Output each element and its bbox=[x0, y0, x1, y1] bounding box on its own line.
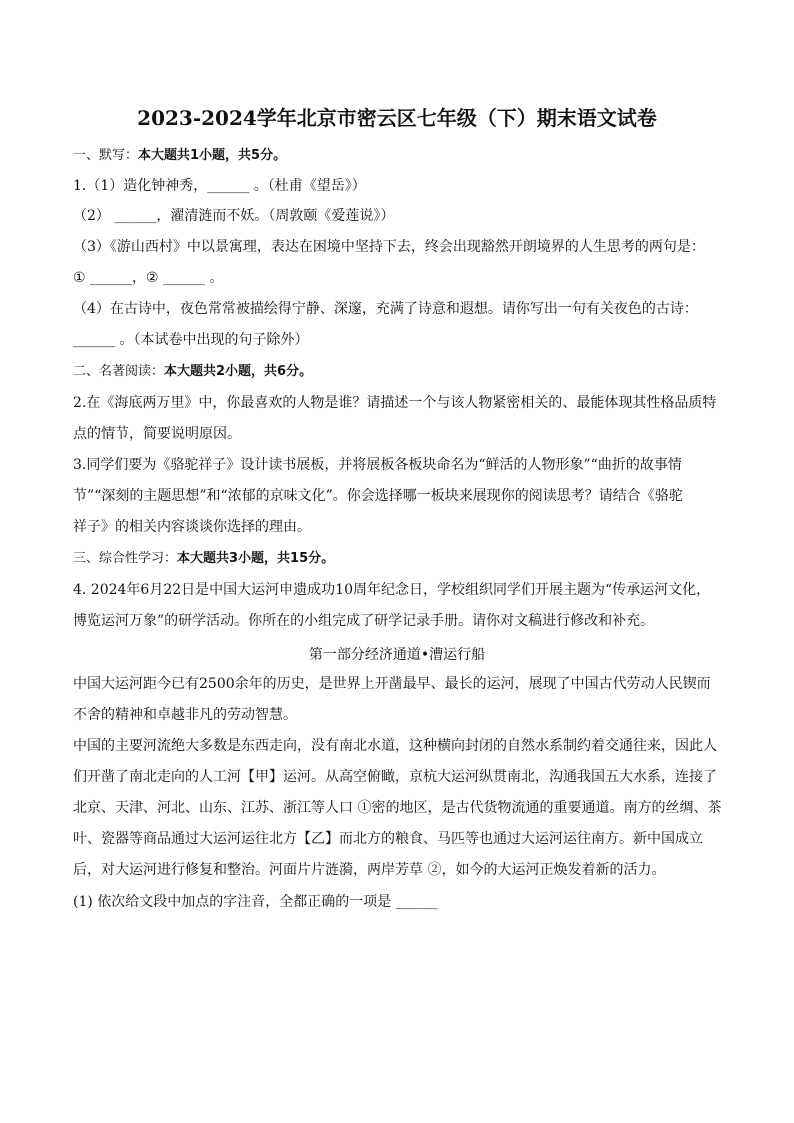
section-2-head: 二、名著阅读： bbox=[73, 364, 165, 379]
section-2-header bbox=[73, 362, 733, 382]
q4-para1-line-1: 中国大运河距今已有2500余年的历史，是世界上开凿最早、最长的运河，展现了中国古代劳动人民锲而 bbox=[73, 676, 711, 692]
q2-line-2: 点的情节，简要说明原因。 bbox=[73, 426, 241, 442]
section-3-head: 三、综合性学习： bbox=[73, 551, 178, 566]
q1-line-1: 1.（1）造化钟神秀，______ 。（杜甫《望岳》） bbox=[73, 178, 366, 194]
section-3-header bbox=[73, 549, 733, 569]
q4-para2-line-4: 叶、瓷器等商品通过大运河运往北方【乙】而北方的粮食、马匹等也通过大运河运往南方。新中国成立 bbox=[73, 831, 703, 847]
q3-line-2: 节”“深刻的主题思想”和“浓郁的京味文化”。你会选择哪一板块来展现你的阅读思考？请结合《骆驼 bbox=[73, 488, 683, 504]
q4-para2-line-5: 后，对大运河进行修复和整治。河面片片涟漪，两岸芳草 ②，如今的大运河正焕发着新的活力。 bbox=[73, 862, 666, 878]
q4-line-2: 博览运河万象”的研学活动。你所在的小组完成了研学记录手册。请你对文稿进行修改和补充。 bbox=[73, 613, 655, 629]
section-3-desc: 本大题共3小题，共15分。 bbox=[177, 551, 335, 566]
page-title: 2023-2024学年北京市密云区七年级（下）期末语文试卷 bbox=[137, 106, 657, 130]
q4-sub-1: (1) 依次给文段中加点的字注音，全都正确的一项是 ______ bbox=[73, 894, 438, 910]
section-1-desc: 本大题共1小题，共5分。 bbox=[138, 148, 287, 163]
q1-line-6: ______ 。（本试卷中出现的句子除外） bbox=[73, 332, 309, 348]
q3-line-1: 3.同学们要为《骆驼祥子》设计读书展板，并将展板各板块命名为“鲜活的人物形象”“曲折的故事情 bbox=[73, 457, 682, 473]
q4-line-1: 4. 2024年6月22日是中国大运河申遗成功10周年纪念日，学校组织同学们开展主题为“传承运河文化， bbox=[73, 582, 711, 598]
q4-para2-line-2: 们开凿了南北走向的人工河【甲】运河。从高空俯瞰，京杭大运河纵贯南北，沟通我国五大水系，连接了 bbox=[73, 769, 717, 785]
q4-para2-line-3: 北京、天津、河北、山东、江苏、浙江等人口 ①密的地区，是古代货物流通的重要通道。南方的丝绸、茶 bbox=[73, 800, 722, 816]
q1-line-2: （2） ______，濯清涟而不妖。（周敦颐《爱莲说》） bbox=[73, 208, 395, 224]
q3-line-3: 祥子》的相关内容谈谈你选择的理由。 bbox=[73, 519, 311, 535]
q4-para2-line-1: 中国的主要河流绝大多数是东西走向，没有南北水道，这种横向封闭的自然水系制约着交通往来，因此人 bbox=[73, 738, 717, 754]
section-2-desc: 本大题共2小题，共6分。 bbox=[164, 364, 313, 379]
q1-line-4: ① ______，② ______ 。 bbox=[73, 270, 224, 286]
section-1-header bbox=[73, 146, 733, 166]
q1-line-5: （4）在古诗中，夜色常常被描绘得宁静、深邃，充满了诗意和遐想。请你写出一句有关夜色的古诗： bbox=[73, 301, 698, 317]
q4-para1-line-2: 不舍的精神和卓越非凡的劳动智慧。 bbox=[73, 707, 297, 723]
q1-line-3: （3）《游山西村》中以景寓理，表达在困境中坚持下去，终会出现豁然开朗境界的人生思考的两句是： bbox=[73, 239, 705, 255]
q4-part-title: 第一部分经济通道•漕运行船 bbox=[308, 647, 486, 663]
q2-line-1: 2.在《海底两万里》中，你最喜欢的人物是谁？请描述一个与该人物紧密相关的、最能体现其性格品质特 bbox=[73, 395, 717, 411]
section-1-head: 一、默写： bbox=[73, 148, 139, 163]
